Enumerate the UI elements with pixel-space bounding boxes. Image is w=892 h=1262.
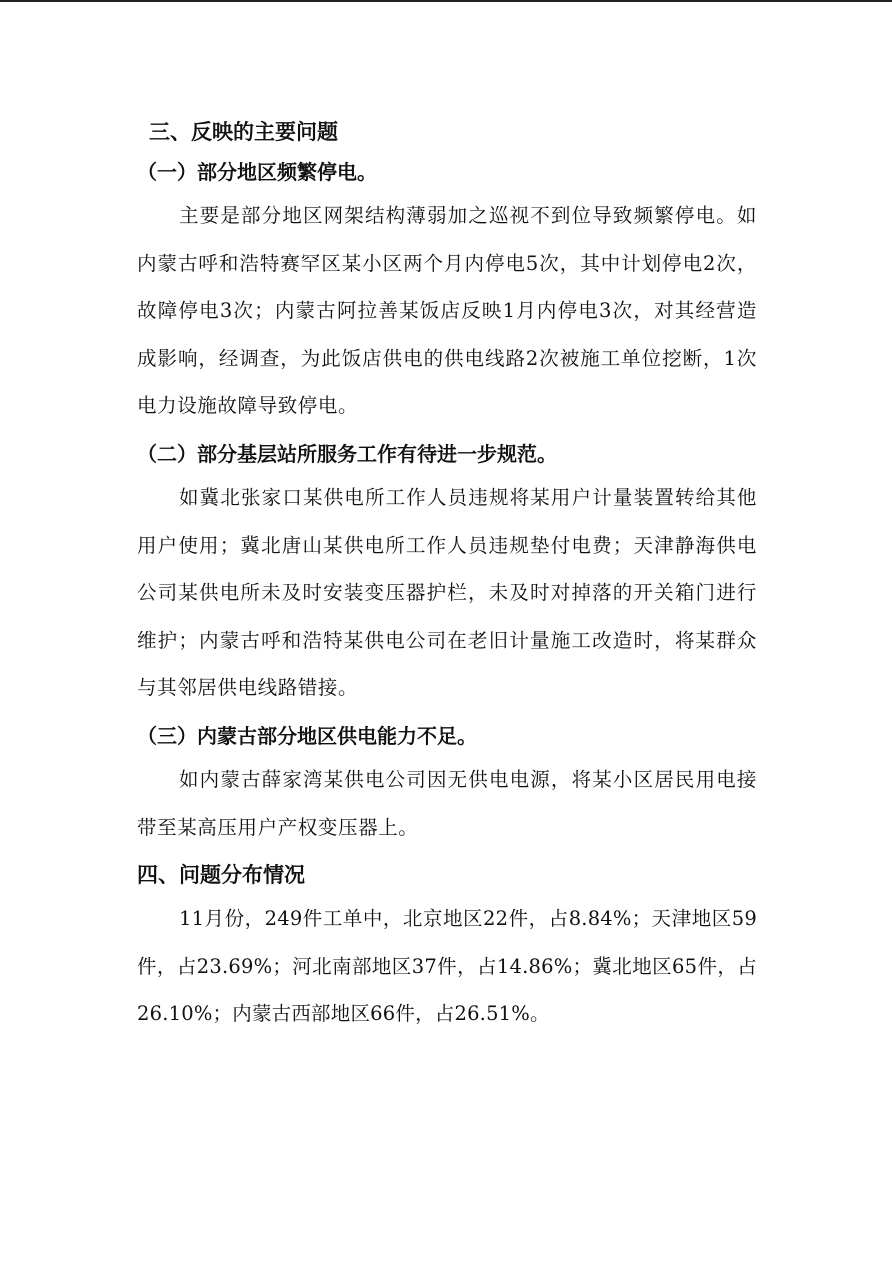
subsection-1-paragraph: 主要是部分地区网架结构薄弱加之巡视不到位导致频繁停电。如内蒙古呼和浩特赛罕区某小区两个月内停电5次，其中计划停电2次，故障停电3次；内蒙古阿拉善某饭店反映1月内停电3次，对其经营造成影响，经调查，为此饭店供电的供电线路2次被施工单位挖断，1次电力设施故障导致停电。 xyxy=(137,204,757,418)
subsection-2-heading: （二）部分基层站所服务工作有待进一步规范。 xyxy=(137,441,557,466)
section-4-heading: 四、问题分布情况 xyxy=(137,863,305,888)
document-page xyxy=(137,112,757,1038)
section-4-paragraph: 11月份，249件工单中，北京地区22件，占8.84%；天津地区59件，占23.69%；河北南部地区37件，占14.86%；冀北地区65件，占26.10%；内蒙古西部地区66件，占26.51%。 xyxy=(137,907,757,1026)
subsection-2-paragraph: 如冀北张家口某供电所工作人员违规将某用户计量装置转给其他用户使用；冀北唐山某供电所工作人员违规垫付电费；天津静海供电公司某供电所未及时安装变压器护栏，未及时对掉落的开关箱门进行维护；内蒙古呼和浩特某供电公司在老旧计量施工改造时，将某群众与其邻居供电线路错接。 xyxy=(137,485,757,700)
page-top-border xyxy=(0,0,892,2)
subsection-3-heading: （三）内蒙古部分地区供电能力不足。 xyxy=(137,723,477,748)
subsection-3-paragraph: 如内蒙古薛家湾某供电公司因无供电电源，将某小区居民用电接带至某高压用户产权变压器上。 xyxy=(137,767,757,839)
subsection-1-heading: （一）部分地区频繁停电。 xyxy=(137,160,377,184)
section-3-heading: 三、反映的主要问题 xyxy=(149,120,338,144)
